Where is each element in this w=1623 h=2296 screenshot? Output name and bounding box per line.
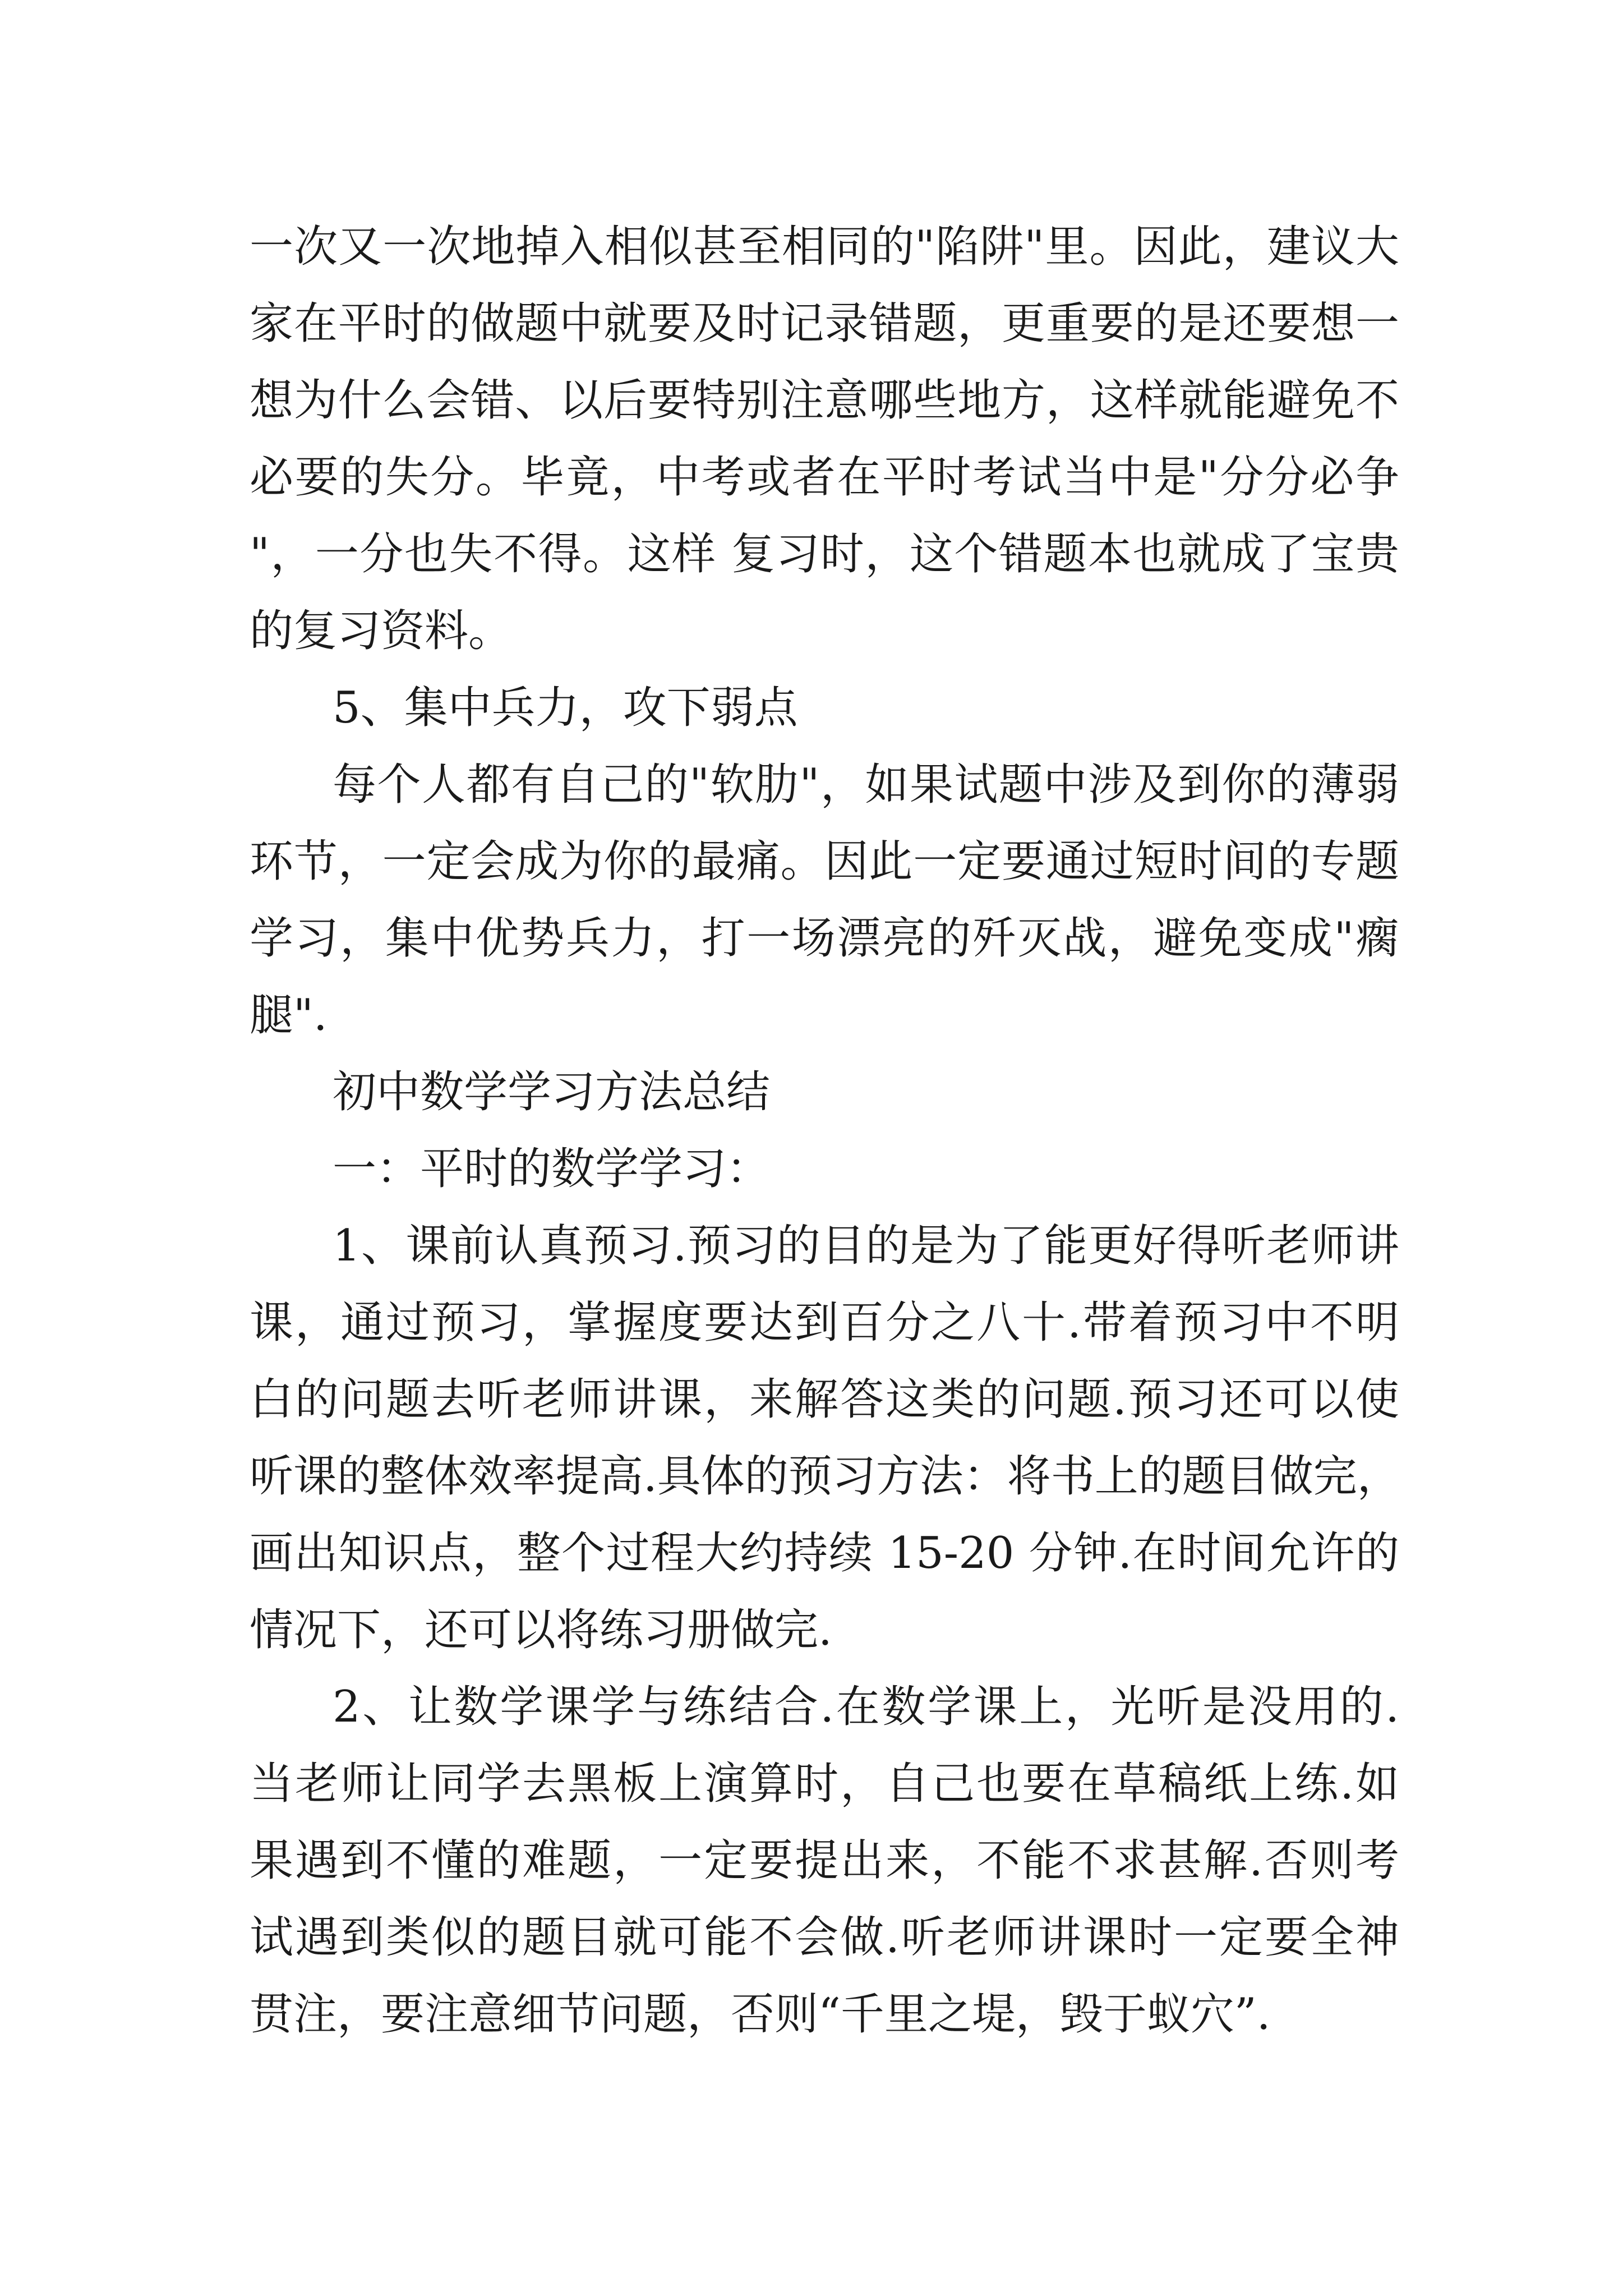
text-line: 课，通过预习，掌握度要达到百分之八十.带着预习中不明	[250, 1297, 1399, 1348]
text-line: 腿".	[250, 990, 328, 1041]
text-line: 贯注，要注意细节问题，否则“千里之堤，毁于蚁穴”.	[250, 1989, 1271, 2040]
text-line: 学习，集中优势兵力，打一场漂亮的歼灭战，避免变成"瘸	[250, 913, 1399, 964]
text-line: 想为什么会错、以后要特别注意哪些地方，这样就能避免不	[250, 375, 1399, 426]
text-line: 必要的失分。毕竟，中考或者在平时考试当中是"分分必争	[250, 452, 1399, 503]
text-line: 2、让数学课学与练结合.在数学课上，光听是没用的.	[333, 1682, 1399, 1732]
section-heading: 初中数学学习方法总结	[333, 1067, 771, 1117]
text-line: 当老师让同学去黑板上演算时，自己也要在草稿纸上练.如	[250, 1759, 1399, 1809]
text-line: 果遇到不懂的难题，一定要提出来，不能不求甚解.否则考	[250, 1835, 1399, 1886]
text-line: 的复习资料。	[250, 606, 513, 656]
text-line: 每个人都有自己的"软肋"，如果试题中涉及到你的薄弱	[333, 760, 1399, 810]
text-line: 白的问题去听老师讲课，来解答这类的问题.预习还可以使	[250, 1374, 1399, 1425]
text-line: 环节，一定会成为你的最痛。因此一定要通过短时间的专题	[250, 836, 1399, 887]
section-heading: 一：平时的数学学习：	[333, 1144, 771, 1194]
section-heading: 5、集中兵力，攻下弱点	[333, 683, 798, 733]
text-line: 听课的整体效率提高.具体的预习方法：将书上的题目做完，	[250, 1451, 1401, 1502]
text-line: "，一分也失不得。这样 复习时，这个错题本也就成了宝贵	[250, 529, 1399, 579]
text-line: 画出知识点，整个过程大约持续 15-20 分钟.在时间允许的	[250, 1528, 1399, 1579]
body-text	[250, 209, 1399, 2053]
text-line: 试遇到类似的题目就可能不会做.听老师讲课时一定要全神	[250, 1912, 1399, 1963]
text-line: 1、课前认真预习.预习的目的是为了能更好得听老师讲	[333, 1221, 1399, 1271]
text-line: 情况下，还可以将练习册做完.	[250, 1605, 832, 1655]
text-line: 家在平时的做题中就要及时记录错题，更重要的是还要想一	[250, 298, 1399, 349]
text-line: 一次又一次地掉入相似甚至相同的"陷阱"里。因此，建议大	[250, 222, 1399, 272]
